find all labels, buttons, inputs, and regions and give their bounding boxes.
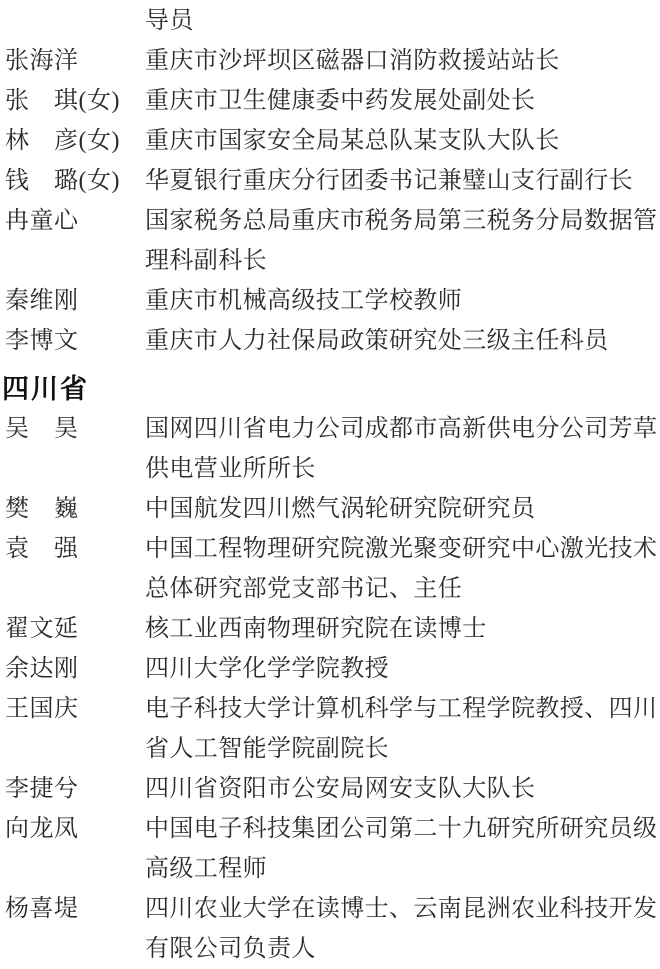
awardee-entry [0, 81, 660, 121]
awardee-name: 杨喜堤 [5, 896, 79, 922]
awardee-name: 钱 璐(女) [5, 168, 120, 194]
awardee-name: 余达刚 [5, 656, 79, 682]
continuation-line: 导员 [145, 8, 194, 34]
awardee-title: 重庆市卫生健康委中药发展处副处长 [145, 88, 536, 114]
awardee-name: 袁 强 [5, 536, 79, 562]
awardee-name: 张海洋 [5, 48, 79, 74]
awardee-entry [0, 41, 660, 81]
awardee-title: 国网四川省电力公司成都市高新供电分公司芳草供电营业所所长 [145, 416, 658, 482]
awardee-title: 国家税务总局重庆市税务局第三税务分局数据管理科副科长 [145, 208, 658, 274]
awardee-name: 向龙凤 [5, 816, 79, 842]
awardee-entry [0, 529, 660, 609]
awardee-name: 吴 昊 [5, 416, 79, 442]
awardee-name: 冉童心 [5, 208, 79, 234]
awardee-entry [0, 489, 660, 529]
awardee-entry [0, 809, 660, 889]
awardee-title: 重庆市沙坪坝区磁器口消防救援站站长 [145, 48, 560, 74]
awardee-entry [0, 649, 660, 689]
awardee-name: 秦维刚 [5, 288, 79, 314]
awardee-title: 中国工程物理研究院激光聚变研究中心激光技术总体研究部党支部书记、主任 [145, 536, 658, 602]
awardee-title: 华夏银行重庆分行团委书记兼璧山支行副行长 [145, 168, 633, 194]
awardee-entry [0, 161, 660, 201]
awardee-name: 林 彦(女) [5, 128, 120, 154]
awardee-title: 电子科技大学计算机科学与工程学院教授、四川省人工智能学院副院长 [145, 696, 658, 762]
awardee-entry [0, 769, 660, 809]
awardee-name: 张 琪(女) [5, 88, 120, 114]
awardee-entry [0, 409, 660, 489]
awardee-title: 核工业西南物理研究院在读博士 [145, 616, 487, 642]
awardee-entry [0, 609, 660, 649]
awardee-title: 中国航发四川燃气涡轮研究院研究员 [145, 496, 536, 522]
awardee-entry [0, 121, 660, 161]
section-header-sichuan: 四川省 [2, 374, 89, 404]
awardee-name: 李捷兮 [5, 776, 79, 802]
awardee-entry [0, 201, 660, 281]
awardee-title: 重庆市国家安全局某总队某支队大队长 [145, 128, 560, 154]
awardee-entry [0, 889, 660, 969]
awardee-name: 李博文 [5, 328, 79, 354]
awardee-entry [0, 281, 660, 321]
awardee-title: 重庆市人力社保局政策研究处三级主任科员 [145, 328, 609, 354]
awardee-entry [0, 321, 660, 361]
awardee-title: 四川农业大学在读博士、云南昆洲农业科技开发有限公司负责人 [145, 896, 658, 962]
awardee-title: 中国电子科技集团公司第二十九研究所研究员级高级工程师 [145, 816, 658, 882]
awardee-name: 樊 巍 [5, 496, 79, 522]
awardee-name: 王国庆 [5, 696, 79, 722]
awardee-title: 重庆市机械高级技工学校教师 [145, 288, 463, 314]
awardee-title: 四川省资阳市公安局网安支队大队长 [145, 776, 536, 802]
awardee-name: 翟文延 [5, 616, 79, 642]
awardee-entry [0, 689, 660, 769]
awardee-title: 四川大学化学学院教授 [145, 656, 389, 682]
